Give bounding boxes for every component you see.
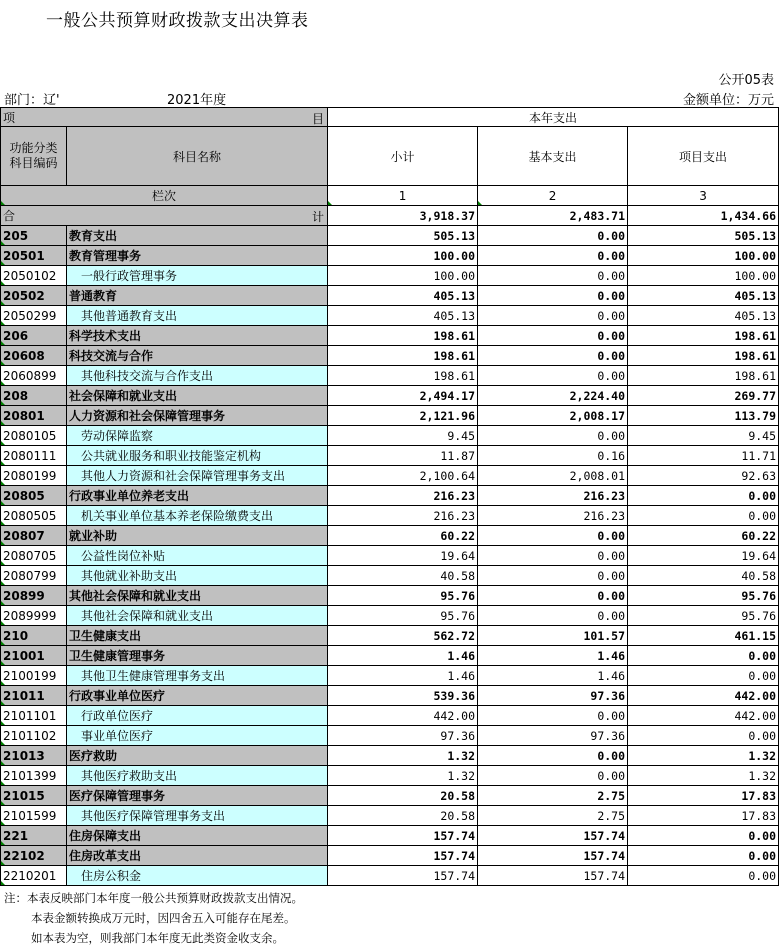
item-header-end: 目 <box>312 112 325 126</box>
project-value: 17.83 <box>628 806 779 826</box>
table-row <box>1 806 779 826</box>
project-value: 0.00 <box>628 866 779 886</box>
subject-code: 21013 <box>1 746 67 766</box>
subject-name: 一般行政管理事务 <box>67 266 328 286</box>
subtotal-value: 1.46 <box>328 646 478 666</box>
table-row <box>1 506 779 526</box>
subject-code: 210 <box>1 626 67 646</box>
item-header-cell <box>1 108 328 127</box>
table-row <box>1 626 779 646</box>
subject-code: 21015 <box>1 786 67 806</box>
subject-code: 2100199 <box>1 666 67 686</box>
subject-name: 其他卫生健康管理事务支出 <box>67 666 328 686</box>
footnote-3: 如本表为空，则我部门本年度无此类资金收支余。 <box>31 931 284 945</box>
subtotal-value: 100.00 <box>328 266 478 286</box>
project-value: 19.64 <box>628 546 779 566</box>
table-row <box>1 566 779 586</box>
subject-name: 科学技术支出 <box>67 326 328 346</box>
project-value: 113.79 <box>628 406 779 426</box>
basic-value: 0.00 <box>478 306 628 326</box>
table-row <box>1 686 779 706</box>
basic-value: 0.16 <box>478 446 628 466</box>
subject-name: 其他人力资源和社会保障管理事务支出 <box>67 466 328 486</box>
subtotal-value: 157.74 <box>328 846 478 866</box>
basic-value: 0.00 <box>478 766 628 786</box>
basic-value: 2,008.17 <box>478 406 628 426</box>
page-title: 一般公共预算财政拨款支出决算表 <box>46 11 309 31</box>
basic-value: 2.75 <box>478 786 628 806</box>
table-row <box>1 606 779 626</box>
subject-name: 公共就业服务和职业技能鉴定机构 <box>67 446 328 466</box>
table-row <box>1 426 779 446</box>
subtotal-value: 11.87 <box>328 446 478 466</box>
subtotal-value: 157.74 <box>328 826 478 846</box>
current-year-header: 本年支出 <box>328 108 779 127</box>
basic-value: 0.00 <box>478 566 628 586</box>
project-value: 269.77 <box>628 386 779 406</box>
subtotal-value: 2,100.64 <box>328 466 478 486</box>
table-row <box>1 466 779 486</box>
basic-value: 0.00 <box>478 706 628 726</box>
project-value: 505.13 <box>628 226 779 246</box>
subtotal-value: 9.45 <box>328 426 478 446</box>
table-row <box>1 446 779 466</box>
table-row <box>1 266 779 286</box>
table-row <box>1 526 779 546</box>
subtotal-value: 1.46 <box>328 666 478 686</box>
name-header: 科目名称 <box>67 127 328 186</box>
form-number: 公开05表 <box>718 73 774 88</box>
basic-value: 0.00 <box>478 366 628 386</box>
basic-value: 0.00 <box>478 746 628 766</box>
subtotal-value: 19.64 <box>328 546 478 566</box>
subject-name: 科技交流与合作 <box>67 346 328 366</box>
project-value: 0.00 <box>628 506 779 526</box>
project-value: 198.61 <box>628 366 779 386</box>
subject-name: 其他就业补助支出 <box>67 566 328 586</box>
subject-name: 其他科技交流与合作支出 <box>67 366 328 386</box>
basic-value: 2,224.40 <box>478 386 628 406</box>
basic-value: 0.00 <box>478 286 628 306</box>
table-row <box>1 406 779 426</box>
fiscal-year: 2021年度 <box>167 93 227 108</box>
project-value: 0.00 <box>628 646 779 666</box>
table-row <box>1 486 779 506</box>
subtotal-value: 95.76 <box>328 586 478 606</box>
subject-name: 行政事业单位养老支出 <box>67 486 328 506</box>
subject-name: 行政单位医疗 <box>67 706 328 726</box>
table-row <box>1 826 779 846</box>
footnote-2: 本表金额转换成万元时，因四舍五入可能存在尾差。 <box>31 911 296 925</box>
subject-code: 20608 <box>1 346 67 366</box>
subject-name: 住房公积金 <box>67 866 328 886</box>
table-row <box>1 226 779 246</box>
subject-code: 2210201 <box>1 866 67 886</box>
basic-value: 216.23 <box>478 486 628 506</box>
subtotal-value: 20.58 <box>328 786 478 806</box>
expenditure-table <box>0 107 779 886</box>
column-no-1: 1 <box>328 186 478 206</box>
table-row <box>1 546 779 566</box>
column-number-row <box>1 186 779 206</box>
subject-name: 住房保障支出 <box>67 826 328 846</box>
subject-name: 社会保障和就业支出 <box>67 386 328 406</box>
table-row <box>1 586 779 606</box>
column-no-label: 栏次 <box>1 186 328 206</box>
subtotal-value: 198.61 <box>328 326 478 346</box>
project-value: 92.63 <box>628 466 779 486</box>
project-header: 项目支出 <box>628 127 779 186</box>
project-value: 11.71 <box>628 446 779 466</box>
code-header: 功能分类科目编码 <box>1 127 67 186</box>
subject-name: 住房改革支出 <box>67 846 328 866</box>
subject-code: 20899 <box>1 586 67 606</box>
basic-value: 2,008.01 <box>478 466 628 486</box>
subtotal-value: 562.72 <box>328 626 478 646</box>
project-value: 0.00 <box>628 726 779 746</box>
subject-code: 208 <box>1 386 67 406</box>
project-value: 442.00 <box>628 706 779 726</box>
table-row <box>1 366 779 386</box>
project-value: 461.15 <box>628 626 779 646</box>
table-row <box>1 306 779 326</box>
column-no-2: 2 <box>478 186 628 206</box>
subject-name: 教育管理事务 <box>67 246 328 266</box>
subtotal-value: 157.74 <box>328 866 478 886</box>
subject-name: 医疗救助 <box>67 746 328 766</box>
basic-value: 0.00 <box>478 426 628 446</box>
table-row <box>1 666 779 686</box>
subject-code: 2080199 <box>1 466 67 486</box>
subject-name: 教育支出 <box>67 226 328 246</box>
subject-name: 卫生健康支出 <box>67 626 328 646</box>
project-value: 0.00 <box>628 846 779 866</box>
basic-value: 1.46 <box>478 646 628 666</box>
subtotal-value: 97.36 <box>328 726 478 746</box>
subject-code: 20807 <box>1 526 67 546</box>
subject-name: 其他医疗救助支出 <box>67 766 328 786</box>
basic-value: 0.00 <box>478 266 628 286</box>
subject-code: 21001 <box>1 646 67 666</box>
table-row <box>1 726 779 746</box>
subtotal-value: 405.13 <box>328 306 478 326</box>
basic-value: 0.00 <box>478 226 628 246</box>
total-subtotal: 3,918.37 <box>328 206 478 226</box>
basic-value: 157.74 <box>478 846 628 866</box>
subject-name: 机关事业单位基本养老保险缴费支出 <box>67 506 328 526</box>
table-row <box>1 746 779 766</box>
basic-value: 1.46 <box>478 666 628 686</box>
subtotal-value: 539.36 <box>328 686 478 706</box>
basic-value: 157.74 <box>478 826 628 846</box>
project-value: 9.45 <box>628 426 779 446</box>
table-row <box>1 786 779 806</box>
basic-value: 101.57 <box>478 626 628 646</box>
subject-code: 2101399 <box>1 766 67 786</box>
basic-value: 97.36 <box>478 686 628 706</box>
amount-unit: 金额单位：万元 <box>682 93 774 108</box>
subject-name: 其他普通教育支出 <box>67 306 328 326</box>
footnote-1: 注：本表反映部门本年度一般公共预算财政拨款支出情况。 <box>4 891 303 905</box>
subject-name: 就业补助 <box>67 526 328 546</box>
subtotal-value: 60.22 <box>328 526 478 546</box>
project-value: 0.00 <box>628 666 779 686</box>
total-label-right: 计 <box>312 210 325 224</box>
project-value: 0.00 <box>628 486 779 506</box>
table-row <box>1 706 779 726</box>
table-row <box>1 346 779 366</box>
basic-value: 0.00 <box>478 586 628 606</box>
basic-value: 2.75 <box>478 806 628 826</box>
department-line <box>4 89 227 108</box>
subject-code: 2050299 <box>1 306 67 326</box>
subject-code: 22102 <box>1 846 67 866</box>
subtotal-value: 442.00 <box>328 706 478 726</box>
subject-code: 20501 <box>1 246 67 266</box>
column-no-3: 3 <box>628 186 779 206</box>
footnotes <box>4 888 303 948</box>
subject-code: 206 <box>1 326 67 346</box>
basic-value: 157.74 <box>478 866 628 886</box>
project-value: 0.00 <box>628 826 779 846</box>
subject-name: 其他社会保障和就业支出 <box>67 586 328 606</box>
subtotal-value: 40.58 <box>328 566 478 586</box>
header-row-2 <box>1 127 779 186</box>
subtotal-value: 216.23 <box>328 506 478 526</box>
total-label-left: 合 <box>3 209 16 223</box>
subject-name: 公益性岗位补贴 <box>67 546 328 566</box>
basic-value: 0.00 <box>478 606 628 626</box>
subtotal-value: 198.61 <box>328 346 478 366</box>
table-row <box>1 326 779 346</box>
project-value: 1.32 <box>628 766 779 786</box>
subject-name: 其他社会保障和就业支出 <box>67 606 328 626</box>
subject-code: 2080799 <box>1 566 67 586</box>
basic-value: 0.00 <box>478 526 628 546</box>
subtotal-value: 1.32 <box>328 766 478 786</box>
subject-code: 2101101 <box>1 706 67 726</box>
subtotal-header: 小计 <box>328 127 478 186</box>
project-value: 95.76 <box>628 586 779 606</box>
subject-code: 2101102 <box>1 726 67 746</box>
subject-name: 卫生健康管理事务 <box>67 646 328 666</box>
subtotal-value: 2,494.17 <box>328 386 478 406</box>
total-row <box>1 206 779 226</box>
subject-name: 行政事业单位医疗 <box>67 686 328 706</box>
total-label-cell <box>1 206 328 226</box>
subtotal-value: 2,121.96 <box>328 406 478 426</box>
subject-code: 2050102 <box>1 266 67 286</box>
subject-code: 2080505 <box>1 506 67 526</box>
project-value: 198.61 <box>628 346 779 366</box>
subject-name: 劳动保障监察 <box>67 426 328 446</box>
table-row <box>1 846 779 866</box>
subject-code: 20502 <box>1 286 67 306</box>
subtotal-value: 198.61 <box>328 366 478 386</box>
subject-name: 人力资源和社会保障管理事务 <box>67 406 328 426</box>
subtotal-value: 216.23 <box>328 486 478 506</box>
project-value: 100.00 <box>628 266 779 286</box>
subtotal-value: 100.00 <box>328 246 478 266</box>
subtotal-value: 505.13 <box>328 226 478 246</box>
table-row <box>1 646 779 666</box>
subject-code: 2060899 <box>1 366 67 386</box>
subject-code: 2080705 <box>1 546 67 566</box>
subject-code: 205 <box>1 226 67 246</box>
header-row-1 <box>1 108 779 127</box>
project-value: 17.83 <box>628 786 779 806</box>
subtotal-value: 1.32 <box>328 746 478 766</box>
project-value: 95.76 <box>628 606 779 626</box>
department-label: 部门：辽' <box>4 93 60 108</box>
subject-code: 20801 <box>1 406 67 426</box>
project-value: 198.61 <box>628 326 779 346</box>
subtotal-value: 20.58 <box>328 806 478 826</box>
subject-code: 2080111 <box>1 446 67 466</box>
table-row <box>1 286 779 306</box>
subject-code: 2080105 <box>1 426 67 446</box>
basic-value: 0.00 <box>478 246 628 266</box>
project-value: 60.22 <box>628 526 779 546</box>
subject-code: 221 <box>1 826 67 846</box>
subject-name: 事业单位医疗 <box>67 726 328 746</box>
basic-value: 0.00 <box>478 326 628 346</box>
item-header: 项 <box>3 110 16 125</box>
project-value: 405.13 <box>628 286 779 306</box>
project-value: 100.00 <box>628 246 779 266</box>
basic-value: 97.36 <box>478 726 628 746</box>
subtotal-value: 405.13 <box>328 286 478 306</box>
total-project: 1,434.66 <box>628 206 779 226</box>
project-value: 40.58 <box>628 566 779 586</box>
basic-header: 基本支出 <box>478 127 628 186</box>
table-row <box>1 246 779 266</box>
subject-code: 20805 <box>1 486 67 506</box>
table-row <box>1 386 779 406</box>
table-row <box>1 866 779 886</box>
subject-name: 普通教育 <box>67 286 328 306</box>
subject-name: 医疗保障管理事务 <box>67 786 328 806</box>
basic-value: 0.00 <box>478 546 628 566</box>
subject-code: 21011 <box>1 686 67 706</box>
table-row <box>1 766 779 786</box>
project-value: 442.00 <box>628 686 779 706</box>
basic-value: 0.00 <box>478 346 628 366</box>
subject-code: 2089999 <box>1 606 67 626</box>
project-value: 1.32 <box>628 746 779 766</box>
project-value: 405.13 <box>628 306 779 326</box>
basic-value: 216.23 <box>478 506 628 526</box>
subject-name: 其他医疗保障管理事务支出 <box>67 806 328 826</box>
subject-code: 2101599 <box>1 806 67 826</box>
subtotal-value: 95.76 <box>328 606 478 626</box>
total-basic: 2,483.71 <box>478 206 628 226</box>
